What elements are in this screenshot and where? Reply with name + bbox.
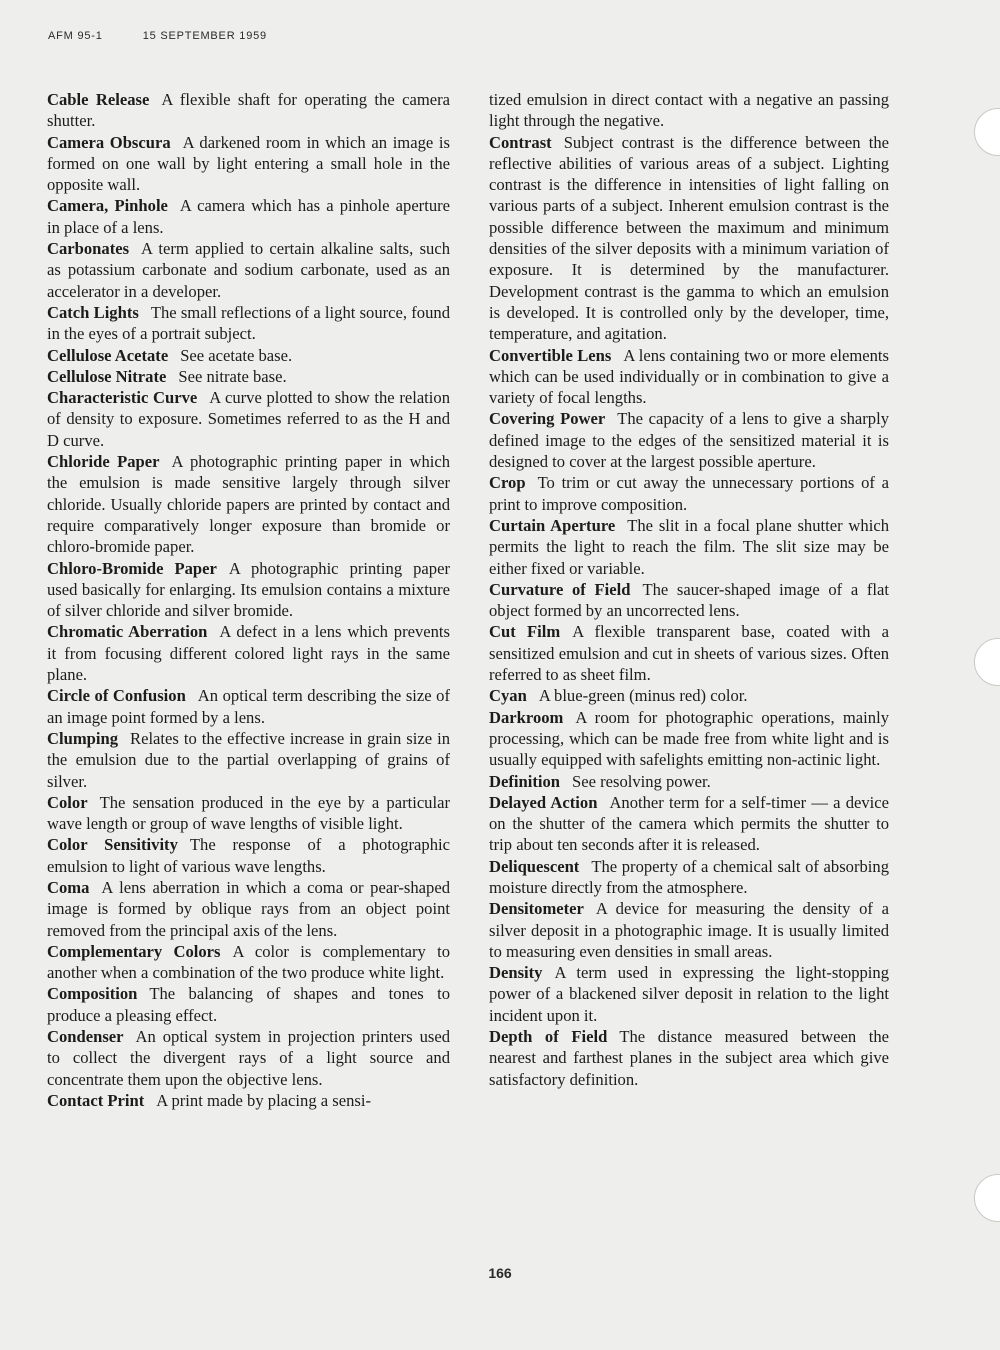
glossary-definition: The distance measured between the nearest and farthest planes in the subject area which give satisfactory definition. (489, 1027, 889, 1089)
glossary-term: Darkroom (489, 707, 564, 727)
glossary-term: Covering Power (489, 409, 606, 429)
glossary-term: Density (489, 963, 543, 983)
glossary-definition: Another term for a self-timer — a device on the shutter of the camera which permits the shutter to trip about ten seconds after it is released. (489, 792, 889, 855)
glossary-term: Densitometer (489, 899, 584, 919)
glossary-definition: Subject contrast is the difference between the reflective abilities of various areas of a subject. Lighting contrast is the difference in intensities of light falling on various parts of a subject. Inherent emulsion contrast is the possible difference between the maximum and minimum densities of the silver deposits with a minimum variation of exposure. It is determined by the manufacturer. Development contrast is the gamma to which an emulsion is developed. It is controlled only by the developer, time, temperature, and agitation. (489, 132, 889, 344)
glossary-term: Carbonates (47, 239, 130, 259)
glossary-definition: The balancing of shapes and tones to produce a pleasing effect. (47, 984, 450, 1025)
glossary-entry (47, 877, 450, 941)
glossary-entry (47, 558, 450, 622)
glossary-definition: See nitrate base. (178, 366, 287, 386)
glossary-entry (489, 792, 889, 856)
glossary-entry (47, 238, 450, 302)
glossary-definition: A darkened room in which an image is formed on one wall by light entering a small hole in the opposite wall. (47, 132, 450, 195)
glossary-definition: An optical term describing the size of an image point formed by a lens. (47, 686, 450, 727)
glossary-term: Coma (47, 877, 90, 897)
glossary-term: Catch Lights (47, 302, 139, 322)
glossary-entry (47, 132, 450, 196)
glossary-term: Curvature of Field (489, 579, 631, 599)
glossary-term: Contrast (489, 132, 552, 152)
glossary-term: Cellulose Acetate (47, 345, 169, 365)
glossary-entry (47, 941, 450, 984)
glossary-definition: A curve plotted to show the relation of density to exposure. Sometimes referred to as the H and D curve. (47, 388, 450, 450)
glossary-term: Cut Film (489, 622, 561, 642)
glossary-definition: The capacity of a lens to give a sharply defined image to the edges of the sensitized material it is designed to cover at the largest possible aperture. (489, 409, 889, 472)
glossary-definition: A flexible transparent base, coated with a sensitized emulsion and cut in sheets of various sizes. Often referred to as sheet film. (489, 622, 889, 685)
glossary-term: Condenser (47, 1027, 124, 1047)
glossary-term: Convertible Lens (489, 345, 612, 365)
glossary-entry (489, 345, 889, 409)
glossary-definition: The response of a photographic emulsion to light of various wave lengths. (47, 835, 450, 876)
glossary-definition: Relates to the effective increase in grain size in the emulsion due to the partial overlapping of grains of silver. (47, 728, 450, 791)
glossary-definition: A blue-green (minus red) color. (538, 686, 748, 706)
punch-hole (974, 638, 1000, 686)
glossary-entry (489, 408, 889, 472)
glossary-definition: The slit in a focal plane shutter which permits the light to reach the film. The slit size may be either fixed or variable. (489, 515, 889, 578)
glossary-entry (489, 515, 889, 579)
glossary-entry (489, 621, 889, 685)
glossary-term: Color Sensitivity (47, 835, 178, 855)
glossary-term: Chromatic Aberration (47, 622, 208, 642)
glossary-term: Camera Obscura (47, 132, 171, 152)
glossary-entry (47, 792, 450, 835)
left-column (47, 89, 450, 1111)
glossary-entry (47, 302, 450, 345)
glossary-term: Characteristic Curve (47, 388, 198, 408)
glossary-entry (47, 387, 450, 451)
glossary-definition: A photographic printing paper used basically for enlarging. Its emulsion contains a mixture of silver chloride and silver bromide. (47, 558, 450, 621)
glossary-definition: To trim or cut away the unnecessary portions of a print to improve composition. (489, 473, 889, 514)
glossary-term: Camera, Pinhole (47, 196, 168, 216)
glossary-definition: A camera which has a pinhole aperture in place of a lens. (47, 196, 451, 237)
punch-hole (974, 108, 1000, 156)
glossary-definition: An optical system in projection printers used to collect the divergent rays of a light source and concentrate them upon the objective lens. (47, 1027, 450, 1089)
page-header (48, 30, 267, 42)
glossary-entry (489, 771, 889, 792)
glossary-entry (489, 89, 889, 132)
glossary-definition: A term used in expressing the light-stopping power of a blackened silver deposit in relation to the light incident upon it. (489, 963, 889, 1025)
glossary-entry (47, 345, 450, 366)
glossary-term: Clumping (47, 728, 119, 748)
glossary-term: Composition (47, 984, 138, 1004)
glossary-entry (489, 685, 889, 706)
glossary-term: Color (47, 792, 88, 812)
punch-hole (974, 1174, 1000, 1222)
glossary-definition: A lens containing two or more elements which can be used individually or in combination to give a variety of focal lengths. (489, 345, 889, 408)
glossary-entry (47, 1090, 450, 1111)
glossary-definition: A device for measuring the density of a silver deposit in a photographic image. It is usually limited to measuring even densities in small areas. (489, 899, 889, 961)
glossary-term: Crop (489, 473, 526, 493)
glossary-term: Cellulose Nitrate (47, 366, 167, 386)
glossary-entry (489, 962, 889, 1026)
glossary-definition: A room for photographic operations, mainly processing, which can be made free from white light and is usually equipped with safelights emitting non-actinic light. (489, 707, 889, 770)
document-date: 15 SEPTEMBER 1959 (142, 30, 267, 42)
glossary-term: Deliquescent (489, 856, 580, 876)
glossary-entry (47, 451, 450, 557)
document-id: AFM 95-1 (48, 30, 103, 42)
glossary-definition: A lens aberration in which a coma or pear-shaped image is formed by oblique rays from an object point removed from the principal axis of the lens. (47, 877, 450, 940)
glossary-entry (489, 579, 889, 622)
glossary-definition: A color is complementary to another when a combination of the two produce white light. (47, 941, 450, 983)
glossary-term: Curtain Aperture (489, 515, 616, 535)
glossary-definition: See resolving power. (572, 771, 711, 791)
glossary-term: Depth of Field (489, 1027, 608, 1047)
right-column (489, 89, 889, 1090)
glossary-definition: The sensation produced in the eye by a particular wave length or group of wave lengths of visible light. (47, 792, 450, 834)
glossary-term: Cyan (489, 686, 527, 706)
glossary-entry (489, 898, 889, 962)
glossary-definition: The property of a chemical salt of absorbing moisture directly from the atmosphere. (489, 856, 889, 897)
glossary-entry (489, 132, 889, 345)
glossary-definition: The saucer-shaped image of a flat object formed by an uncorrected lens. (489, 579, 889, 621)
glossary-entry (47, 1026, 450, 1090)
glossary-entry (489, 472, 889, 515)
glossary-entry (47, 728, 450, 792)
glossary-definition: A print made by placing a sensi- (156, 1090, 371, 1110)
glossary-definition: tized emulsion in direct contact with a negative an passing light through the negative. (489, 90, 889, 131)
glossary-entry (47, 685, 450, 728)
page-number: 166 (488, 1265, 512, 1281)
glossary-entry (47, 89, 450, 132)
glossary-definition: A defect in a lens which prevents it from focusing different colored light rays in the same plane. (47, 622, 450, 685)
glossary-term: Chloro-Bromide Paper (47, 558, 217, 578)
glossary-term: Circle of Confusion (47, 686, 186, 706)
glossary-entry (47, 366, 450, 387)
glossary-entry (47, 621, 450, 685)
glossary-term: Complementary Colors (47, 941, 221, 961)
glossary-definition: A flexible shaft for operating the camera shutter. (47, 90, 450, 131)
glossary-term: Contact Print (47, 1090, 145, 1110)
glossary-entry (47, 983, 450, 1026)
glossary-term: Definition (489, 771, 560, 791)
glossary-entry (47, 834, 450, 877)
glossary-definition: The small reflections of a light source, found in the eyes of a portrait subject. (47, 302, 450, 344)
glossary-definition: A term applied to certain alkaline salts, such as potassium carbonate and sodium carbonate, used as an accelerator in a developer. (47, 239, 450, 301)
glossary-entry (489, 1026, 889, 1090)
glossary-entry (489, 707, 889, 771)
glossary-definition: A photographic printing paper in which the emulsion is made sensitive largely through silver chloride. Usually chloride papers are printed by contact and require comparatively longer exposure than bromide or chloro-bromide paper. (47, 452, 451, 557)
glossary-term: Cable Release (47, 90, 150, 109)
glossary-entry (47, 195, 450, 238)
glossary-term: Chloride Paper (47, 452, 160, 472)
glossary-entry (489, 856, 889, 899)
glossary-term: Delayed Action (489, 792, 598, 812)
glossary-definition: See acetate base. (180, 345, 293, 365)
